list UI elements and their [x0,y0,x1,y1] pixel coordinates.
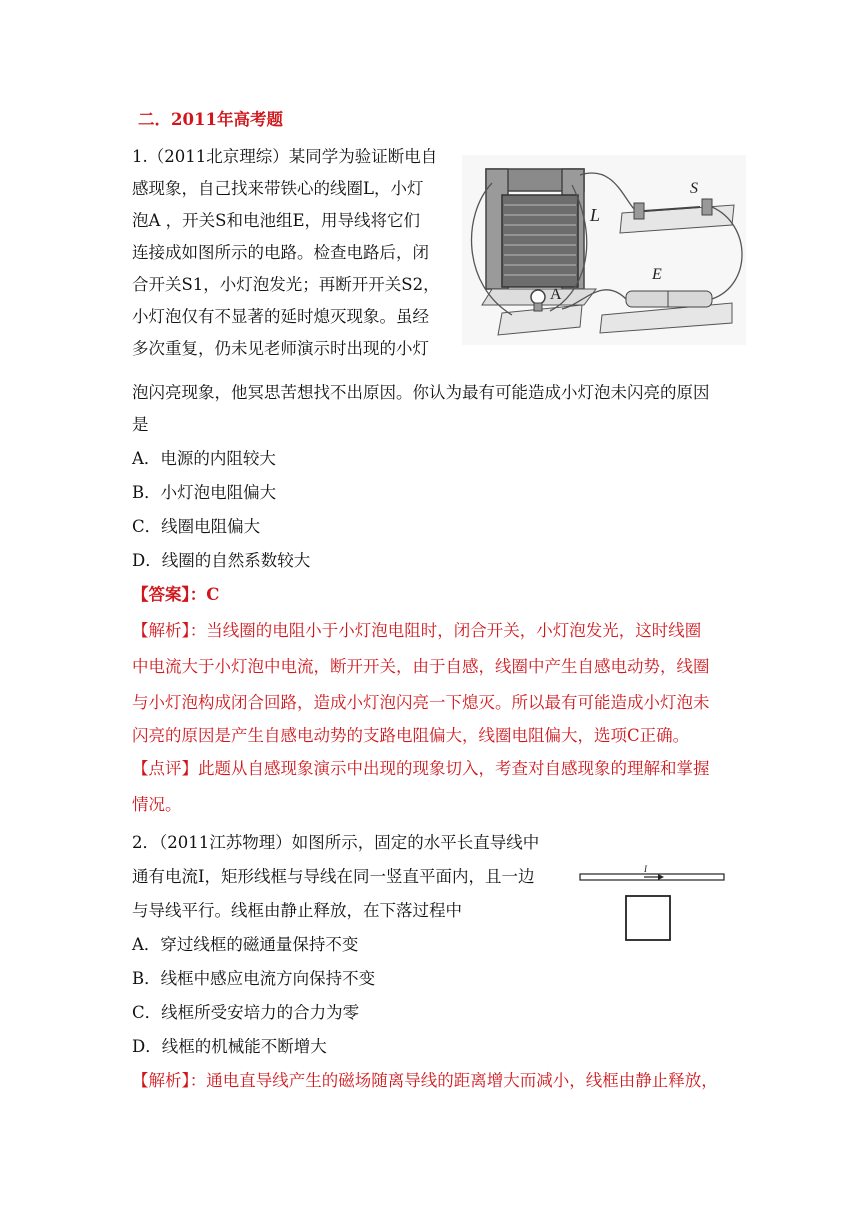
q2-option-d: D．线框的机械能不断增大 [132,1037,327,1056]
q1-option-a: A．电源的内阻较大 [132,449,276,468]
q2-option-c: C．线框所受安培力的合力为零 [132,1003,360,1022]
q2-option-b: B．线框中感应电流方向保持不变 [132,969,376,988]
q2-line: 与导线平行。线框由静止释放，在下落过程中 [132,901,462,920]
rectangular-frame [626,896,670,940]
q1-line: 多次重复，仍未见老师演示时出现的小灯 [132,339,429,358]
q1-circuit-figure [462,155,746,345]
q2-wire-frame-figure [578,862,726,944]
section-prefix: 二． [138,110,171,129]
q1-line: 小灯泡仅有不显著的延时熄灭现象。虽经 [132,307,429,326]
q1-line: 连接成如图所示的电路。检查电路后，闭 [132,243,429,262]
q2-analysis-line: 【解析】：通电直导线产生的磁场随离导线的距离增大而减小，线框由静止释放， [132,1071,718,1090]
section-suffix: 年高考题 [216,110,283,129]
q1-line: 泡闪亮现象，他冥思苦想找不出原因。你认为最有可能造成小灯泡未闪亮的原因 [132,383,710,402]
q2-line: 2．（2011江苏物理）如图所示，固定的水平长直导线中 [132,833,540,852]
answer-label: 【答案】 [132,585,190,604]
q1-line: 泡A ，开关S和电池组E，用导线将它们 [132,211,421,230]
answer-value: ：C [189,585,220,604]
section-year: 2011 [171,110,217,129]
q1-comment-line: 【点评】此题从自感现象演示中出现的现象切入，考查对自感现象的理解和掌握 [132,759,710,778]
q2-line: 通有电流I，矩形线框与导线在同一竖直平面内，且一边 [132,867,535,886]
q1-line: 合开关S1，小灯泡发光；再断开开关S2， [132,275,440,294]
q1-line: 感现象，自己找来带铁心的线圈L，小灯 [132,179,424,198]
q1-option-d: D．线圈的自然系数较大 [132,551,311,570]
q1-line: 是 [132,415,149,434]
q1-analysis-line: 中电流大于小灯泡中电流，断开开关，由于自感，线圈中产生自感电动势，线圈 [132,657,710,676]
q1-analysis-line: 闪亮的原因是产生自感电动势的支路电阻偏大，线圈电阻偏大，选项C正确。 [132,726,690,745]
label-A: A [550,286,562,303]
q2-option-a: A．穿过线框的磁通量保持不变 [132,935,359,954]
q1-comment-line: 情况。 [132,795,182,814]
label-I: I [644,864,647,874]
q1-answer [132,579,219,611]
q1-option-c: C．线圈电阻偏大 [132,517,261,536]
label-E: E [652,266,662,283]
q1-analysis-line: 【解析】：当线圈的电阻小于小灯泡电阻时，闭合开关，小灯泡发光，这时线圈 [132,621,702,640]
section-title [138,104,283,136]
label-L: L [590,205,601,225]
q1-option-b: B．小灯泡电阻偏大 [132,483,277,502]
q1-line: 1.（2011北京理综）某同学为验证断电自 [132,147,438,166]
q1-analysis-line: 与小灯泡构成闭合回路，造成小灯泡闪亮一下熄灭。所以最有可能造成小灯泡未 [132,693,710,712]
label-S: S [690,180,698,197]
